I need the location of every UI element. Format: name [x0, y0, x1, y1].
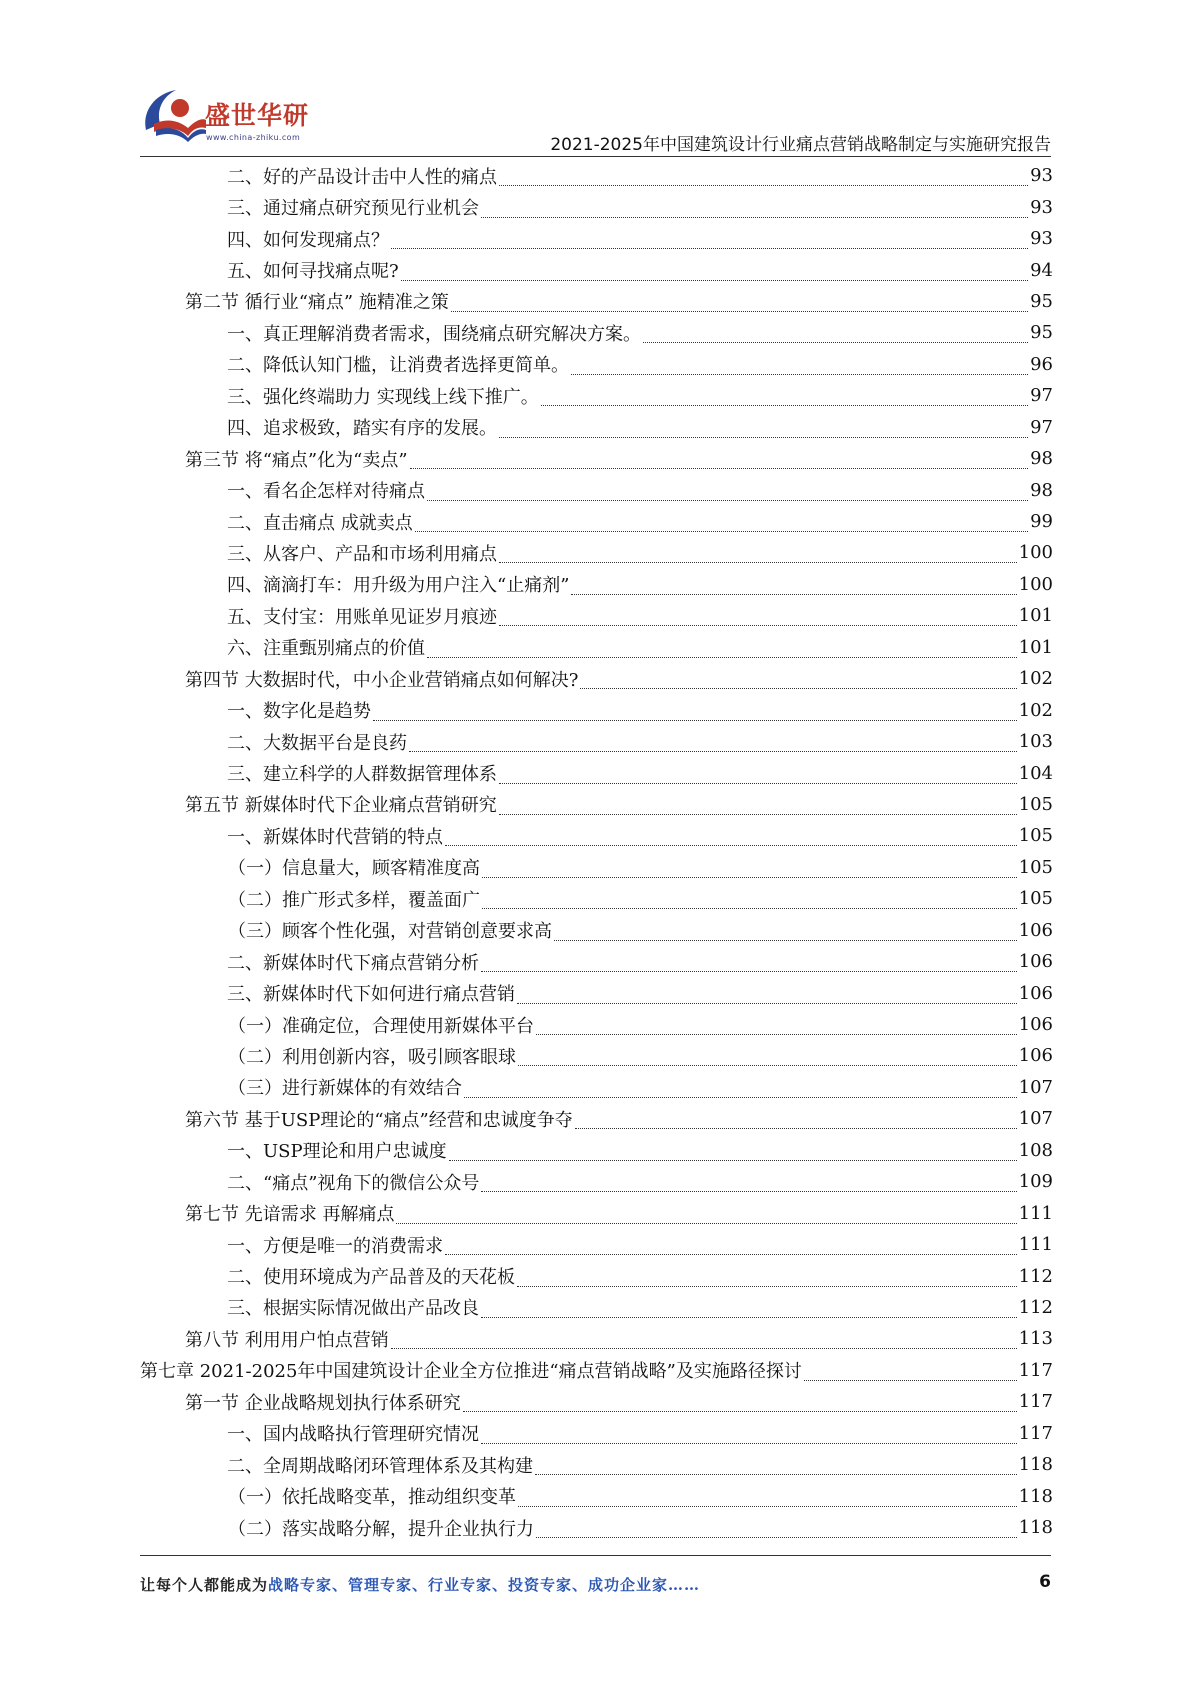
toc-entry-label: 二、降低认知门槛，让消费者选择更简单。 [227, 355, 569, 377]
toc-entry[interactable] [140, 694, 1053, 725]
toc-entry-page: 99 [1030, 511, 1053, 533]
toc-entry-label: 六、注重甄别痛点的价值 [227, 638, 425, 660]
toc-entry-page: 112 [1018, 1296, 1053, 1318]
toc-entry-page: 96 [1030, 353, 1053, 375]
toc-entry[interactable] [140, 600, 1053, 631]
toc-entry-page: 97 [1030, 416, 1053, 438]
toc-dot-leader [481, 951, 1017, 972]
toc-dot-leader [391, 228, 1028, 249]
toc-entry-label: 四、追求极致，踏实有序的发展。 [227, 418, 497, 440]
toc-entry-label: 第七章 2021-2025年中国建筑设计企业全方位推进“痛点营销战略”及实施路径探讨 [140, 1361, 802, 1383]
toc-entry[interactable] [140, 883, 1053, 914]
toc-entry[interactable] [140, 977, 1053, 1008]
toc-entry[interactable] [140, 474, 1053, 505]
toc-entry-page: 105 [1018, 856, 1053, 878]
toc-dot-leader [409, 731, 1017, 752]
toc-entry[interactable] [140, 537, 1053, 568]
toc-entry[interactable] [140, 191, 1053, 222]
toc-dot-leader [445, 825, 1017, 846]
toc-entry-page: 105 [1018, 825, 1053, 847]
toc-entry-page: 93 [1030, 196, 1053, 218]
toc-entry-label: 第一节 企业战略规划执行体系研究 [185, 1392, 461, 1414]
toc-entry[interactable] [140, 286, 1053, 317]
toc-entry-page: 111 [1018, 1234, 1053, 1256]
toc-entry-page: 105 [1018, 888, 1053, 910]
toc-entry-label: 三、通过痛点研究预见行业机会 [227, 198, 479, 220]
toc-entry-page: 101 [1018, 636, 1053, 658]
toc-entry-page: 117 [1018, 1391, 1053, 1413]
toc-entry-label: （三）顾客个性化强，对营销创意要求高 [228, 921, 552, 943]
toc-dot-leader [481, 1423, 1017, 1444]
toc-dot-leader [463, 1391, 1017, 1412]
toc-entry[interactable] [140, 663, 1053, 694]
toc-dot-leader [410, 448, 1029, 469]
toc-dot-leader [401, 260, 1028, 281]
toc-dot-leader [536, 1517, 1017, 1538]
toc-dot-leader [373, 700, 1017, 721]
toc-dot-leader [451, 291, 1028, 312]
toc-dot-leader [517, 983, 1017, 1004]
toc-entry[interactable] [140, 317, 1053, 348]
toc-dot-leader [445, 1234, 1017, 1255]
toc-entry-label: 五、如何寻找痛点呢? [227, 261, 399, 283]
toc-entry-label: 第七节 先谙需求 再解痛点 [185, 1204, 395, 1226]
toc-entry-page: 112 [1018, 1265, 1053, 1287]
toc-entry-page: 106 [1018, 919, 1053, 941]
toc-entry-page: 103 [1018, 731, 1053, 753]
toc-dot-leader [481, 1171, 1016, 1192]
toc-dot-leader [541, 385, 1028, 406]
toc-entry-page: 106 [1018, 1045, 1053, 1067]
toc-entry-label: 三、建立科学的人群数据管理体系 [227, 764, 497, 786]
toc-entry-label: 二、新媒体时代下痛点营销分析 [227, 952, 479, 974]
toc-entry[interactable] [140, 1418, 1053, 1449]
toc-entry-label: 三、根据实际情况做出产品改良 [227, 1298, 479, 1320]
toc-dot-leader [571, 574, 1016, 595]
toc-entry[interactable] [140, 254, 1053, 285]
toc-entry-label: 第二节 循行业“痛点” 施精准之策 [185, 292, 449, 314]
toc-entry[interactable] [140, 1323, 1053, 1354]
toc-dot-leader [481, 197, 1028, 218]
toc-entry[interactable] [140, 380, 1053, 411]
slogan-prefix: 让每个人都能成为 [140, 1576, 269, 1594]
toc-entry[interactable] [140, 1072, 1053, 1103]
toc-dot-leader [517, 1266, 1017, 1287]
toc-entry-label: （二）利用创新内容，吸引顾客眼球 [228, 1046, 516, 1068]
toc-entry-page: 95 [1030, 290, 1053, 312]
toc-dot-leader [499, 794, 1017, 815]
toc-entry[interactable] [140, 1449, 1053, 1480]
toc-entry-page: 106 [1018, 982, 1053, 1004]
toc-entry-page: 107 [1018, 1108, 1053, 1130]
toc-entry[interactable] [140, 1229, 1053, 1260]
toc-dot-leader [427, 480, 1028, 501]
footer-slogan [140, 1574, 700, 1595]
toc-dot-leader [499, 542, 1017, 563]
toc-entry-page: 97 [1030, 385, 1053, 407]
toc-entry-page: 107 [1018, 1076, 1053, 1098]
toc-entry-page: 104 [1018, 762, 1053, 784]
toc-dot-leader [449, 1140, 1017, 1161]
toc-entry-page: 117 [1018, 1422, 1053, 1444]
toc-entry-label: 一、真正理解消费者需求，围绕痛点研究解决方案。 [227, 323, 641, 345]
toc-entry-label: 四、如何发现痛点？ [227, 229, 389, 251]
toc-entry[interactable] [140, 160, 1053, 191]
toc-entry-page: 100 [1018, 573, 1053, 595]
toc-entry[interactable] [140, 506, 1053, 537]
toc-entry-label: 第四节 大数据时代，中小企业营销痛点如何解决? [185, 669, 579, 691]
toc-entry-label: 一、USP理论和用户忠诚度 [227, 1141, 447, 1163]
toc-dot-leader [415, 511, 1028, 532]
toc-entry-page: 118 [1018, 1454, 1053, 1476]
toc-entry-label: （二）落实战略分解，提升企业执行力 [228, 1518, 534, 1540]
toc-entry[interactable] [140, 1103, 1053, 1134]
toc-entry-page: 93 [1030, 165, 1053, 187]
toc-entry-page: 94 [1030, 259, 1053, 281]
toc-entry-page: 117 [1018, 1359, 1053, 1381]
toc-dot-leader [535, 1454, 1017, 1475]
toc-entry-page: 111 [1018, 1202, 1053, 1224]
toc-entry-label: （三）进行新媒体的有效结合 [228, 1078, 462, 1100]
toc-entry-label: 三、强化终端助力 实现线上线下推广。 [227, 386, 539, 408]
toc-entry-label: 二、“痛点”视角下的微信公众号 [227, 1172, 480, 1194]
toc-dot-leader [482, 857, 1017, 878]
toc-entry[interactable] [140, 1355, 1053, 1386]
page-number: 6 [1039, 1572, 1051, 1592]
table-of-contents [140, 160, 1053, 1543]
toc-entry[interactable] [140, 852, 1053, 883]
toc-entry-label: 二、大数据平台是良药 [227, 732, 407, 754]
toc-dot-leader [427, 637, 1017, 658]
toc-entry-label: 第五节 新媒体时代下企业痛点营销研究 [185, 795, 497, 817]
toc-dot-leader [536, 1014, 1017, 1035]
toc-dot-leader [643, 322, 1028, 343]
toc-entry[interactable] [140, 1009, 1053, 1040]
toc-dot-leader [804, 1360, 1017, 1381]
toc-entry-label: 一、新媒体时代营销的特点 [227, 826, 443, 848]
toc-entry-label: 三、从客户、产品和市场利用痛点 [227, 543, 497, 565]
toc-entry-label: （一）准确定位，合理使用新媒体平台 [228, 1015, 534, 1037]
toc-entry-page: 95 [1030, 322, 1053, 344]
toc-entry[interactable] [140, 569, 1053, 600]
toc-dot-leader [499, 605, 1017, 626]
toc-entry[interactable] [140, 789, 1053, 820]
toc-entry-page: 106 [1018, 1014, 1053, 1036]
toc-entry-label: 一、方便是唯一的消费需求 [227, 1235, 443, 1257]
toc-entry-page: 101 [1018, 605, 1053, 627]
toc-entry-page: 98 [1030, 448, 1053, 470]
toc-entry[interactable] [140, 1135, 1053, 1166]
toc-entry-label: 第六节 基于USP理论的“痛点”经营和忠诚度争夺 [185, 1109, 573, 1131]
toc-dot-leader [518, 1045, 1017, 1066]
toc-dot-leader [580, 668, 1016, 689]
toc-dot-leader [499, 165, 1028, 186]
toc-entry[interactable] [140, 412, 1053, 443]
toc-entry-label: 第八节 利用用户怕点营销 [185, 1329, 389, 1351]
report-title: 2021-2025年中国建筑设计行业痛点营销战略制定与实施研究报告 [550, 135, 1051, 155]
toc-entry-label: 二、直击痛点 成就卖点 [227, 512, 413, 534]
toc-entry-page: 109 [1018, 1171, 1053, 1193]
toc-entry-page: 100 [1018, 542, 1053, 564]
toc-entry-label: 三、新媒体时代下如何进行痛点营销 [227, 984, 515, 1006]
toc-entry-page: 93 [1030, 228, 1053, 250]
toc-dot-leader [482, 888, 1017, 909]
toc-entry-page: 98 [1030, 479, 1053, 501]
toc-entry-label: 一、数字化是趋势 [227, 701, 371, 723]
toc-entry-label: （一）信息量大，顾客精准度高 [228, 858, 480, 880]
toc-dot-leader [481, 1297, 1017, 1318]
footer-divider [140, 1555, 1051, 1556]
toc-entry-label: 一、国内战略执行管理研究情况 [227, 1424, 479, 1446]
toc-entry-label: 一、看名企怎样对待痛点 [227, 481, 425, 503]
toc-entry-page: 106 [1018, 951, 1053, 973]
toc-entry-label: 第三节 将“痛点”化为“卖点” [185, 449, 408, 471]
toc-entry-label: 五、支付宝：用账单见证岁月痕迹 [227, 606, 497, 628]
toc-entry[interactable] [140, 820, 1053, 851]
toc-dot-leader [571, 354, 1028, 375]
toc-entry-page: 118 [1018, 1485, 1053, 1507]
toc-dot-leader [391, 1328, 1017, 1349]
toc-entry[interactable] [140, 1197, 1053, 1228]
logo-url: www.china-zhiku.com [206, 133, 301, 142]
toc-entry-page: 113 [1018, 1328, 1053, 1350]
toc-dot-leader [499, 763, 1017, 784]
toc-entry-page: 102 [1018, 699, 1053, 721]
toc-dot-leader [554, 920, 1017, 941]
toc-dot-leader [464, 1077, 1017, 1098]
toc-dot-leader [518, 1486, 1017, 1507]
toc-entry[interactable] [140, 946, 1053, 977]
toc-entry[interactable] [140, 1166, 1053, 1197]
toc-entry[interactable] [140, 443, 1053, 474]
toc-entry-label: 二、全周期战略闭环管理体系及其构建 [227, 1455, 533, 1477]
slogan-highlight: 战略专家、管理专家、行业专家、投资专家、成功企业家…… [268, 1576, 701, 1594]
toc-entry-label: （一）依托战略变革，推动组织变革 [228, 1487, 516, 1509]
toc-dot-leader [575, 1108, 1017, 1129]
toc-entry[interactable] [140, 1480, 1053, 1511]
toc-entry[interactable] [140, 1512, 1053, 1543]
toc-entry-label: （二）推广形式多样，覆盖面广 [228, 889, 480, 911]
toc-entry[interactable] [140, 349, 1053, 380]
toc-entry[interactable] [140, 726, 1053, 757]
toc-entry[interactable] [140, 757, 1053, 788]
toc-entry[interactable] [140, 1386, 1053, 1417]
toc-entry[interactable] [140, 1292, 1053, 1323]
toc-entry-page: 105 [1018, 793, 1053, 815]
header-divider [140, 156, 1051, 157]
toc-dot-leader [396, 1203, 1016, 1224]
toc-entry[interactable] [140, 915, 1053, 946]
toc-entry-label: 四、滴滴打车：用升级为用户注入“止痛剂” [227, 575, 570, 597]
toc-dot-leader [499, 417, 1028, 438]
logo-text: 盛世华研 [205, 101, 310, 130]
toc-entry[interactable] [140, 1260, 1053, 1291]
toc-entry-page: 118 [1018, 1517, 1053, 1539]
toc-entry-label: 二、好的产品设计击中人性的痛点 [227, 166, 497, 188]
toc-entry[interactable] [140, 223, 1053, 254]
toc-entry[interactable] [140, 632, 1053, 663]
toc-entry-label: 二、使用环境成为产品普及的天花板 [227, 1267, 515, 1289]
toc-entry-page: 108 [1018, 1139, 1053, 1161]
toc-entry[interactable] [140, 1040, 1053, 1071]
toc-entry-page: 102 [1018, 668, 1053, 690]
